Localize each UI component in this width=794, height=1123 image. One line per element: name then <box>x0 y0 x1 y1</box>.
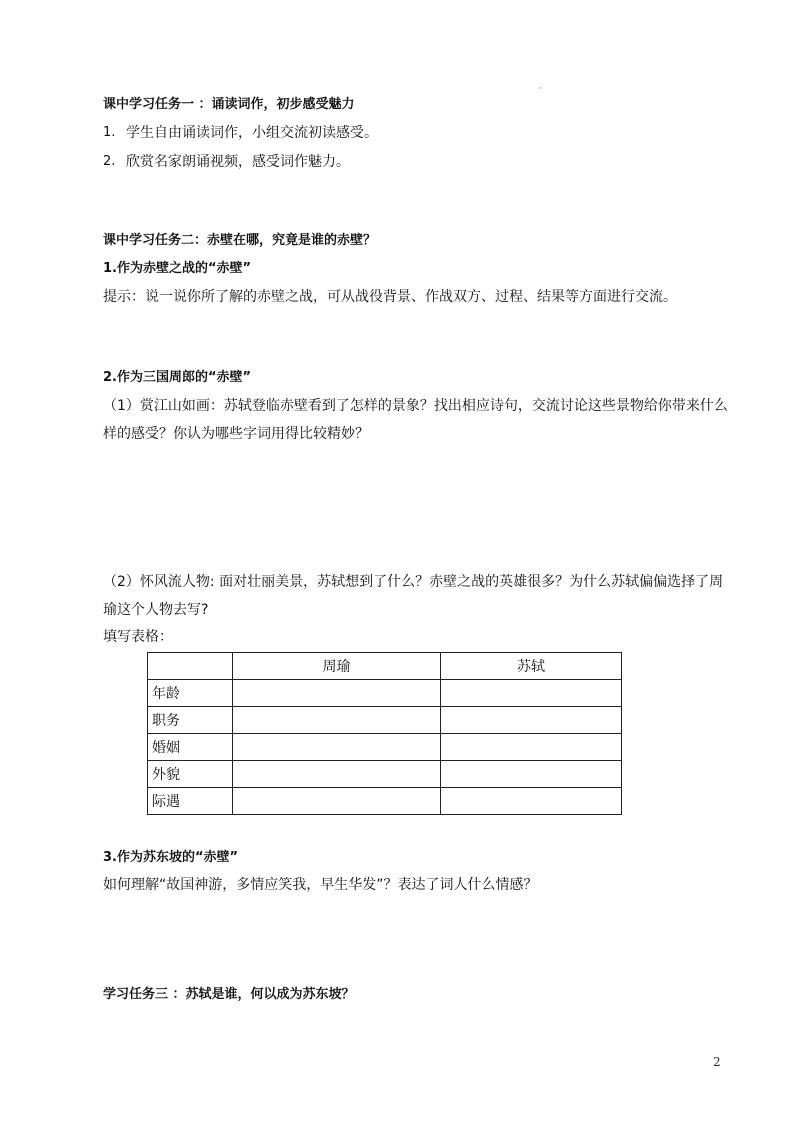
table-row <box>148 734 622 761</box>
cell-sushi-appearance[interactable] <box>441 761 622 788</box>
cell-sushi-position[interactable] <box>441 707 622 734</box>
table-row <box>148 788 622 815</box>
row-label-marriage: 婚姻 <box>148 734 233 761</box>
cell-zhouyu-fortune[interactable] <box>233 788 441 815</box>
task2-sub2-q1-line2: 样的感受？你认为哪些字词用得比较精妙？ <box>103 426 369 442</box>
task3-heading: 学习任务三 ：苏轼是谁，何以成为苏东坡？ <box>103 987 355 1002</box>
task2-sub2-q2-line2: 瑜这个人物去写? <box>103 602 209 618</box>
task2-sub2-q1-line1: （1）赏江山如画：苏轼登临赤壁看到了怎样的景象？找出相应诗句，交流讨论这些景物给你带来什么 <box>103 398 728 414</box>
fill-table-label: 填写表格： <box>103 629 173 645</box>
task1-item-1-num: 1. <box>103 125 116 140</box>
task1-item-1-text: 学生自由诵读词作，小组交流初读感受。 <box>126 125 378 141</box>
task2-heading: 课中学习任务二：赤壁在哪，究竟是谁的赤壁？ <box>103 233 377 248</box>
row-label-age: 年龄 <box>148 680 233 707</box>
task1-item-2-text: 欣赏名家朗诵视频，感受词作魅力。 <box>126 154 350 170</box>
table-header-sushi: 苏轼 <box>441 653 622 680</box>
row-label-position: 职务 <box>148 707 233 734</box>
cell-zhouyu-marriage[interactable] <box>233 734 441 761</box>
task2-sub1-title: 1.作为赤壁之战的“赤壁” <box>103 261 252 276</box>
cell-zhouyu-age[interactable] <box>233 680 441 707</box>
table-row <box>148 761 622 788</box>
row-label-fortune: 际遇 <box>148 788 233 815</box>
cell-zhouyu-appearance[interactable] <box>233 761 441 788</box>
row-label-appearance: 外貌 <box>148 761 233 788</box>
cell-sushi-age[interactable] <box>441 680 622 707</box>
task2-sub1-hint: 提示：说一说你所了解的赤壁之战，可从战役背景、作战双方、过程、结果等方面进行交流。 <box>103 289 677 305</box>
task1-heading: 课中学习任务一 ：诵读词作，初步感受魅力 <box>103 97 355 112</box>
comparison-table <box>147 652 622 815</box>
table-header-blank <box>148 653 233 680</box>
cell-sushi-fortune[interactable] <box>441 788 622 815</box>
table-header-zhouyu: 周瑜 <box>233 653 441 680</box>
table-row <box>148 680 622 707</box>
top-mark: · <box>539 84 542 94</box>
table-row <box>148 707 622 734</box>
page-number: 2 <box>713 1055 721 1069</box>
cell-zhouyu-position[interactable] <box>233 707 441 734</box>
task2-sub3-question: 如何理解“故国神游，多情应笑我，早生华发”？表达了词人什么情感？ <box>103 877 538 893</box>
task1-item-2-num: 2. <box>103 154 116 169</box>
task2-sub2-title: 2.作为三国周郎的“赤壁” <box>103 370 252 385</box>
cell-sushi-marriage[interactable] <box>441 734 622 761</box>
task2-sub2-q2-line1: （2）怀风流人物: 面对壮丽美景，苏轼想到了什么？赤壁之战的英雄很多？为什么苏轼偏偏选择了周 <box>103 574 724 590</box>
table-header-row <box>148 653 622 680</box>
task2-sub3-title: 3.作为苏东坡的“赤壁” <box>103 850 239 865</box>
